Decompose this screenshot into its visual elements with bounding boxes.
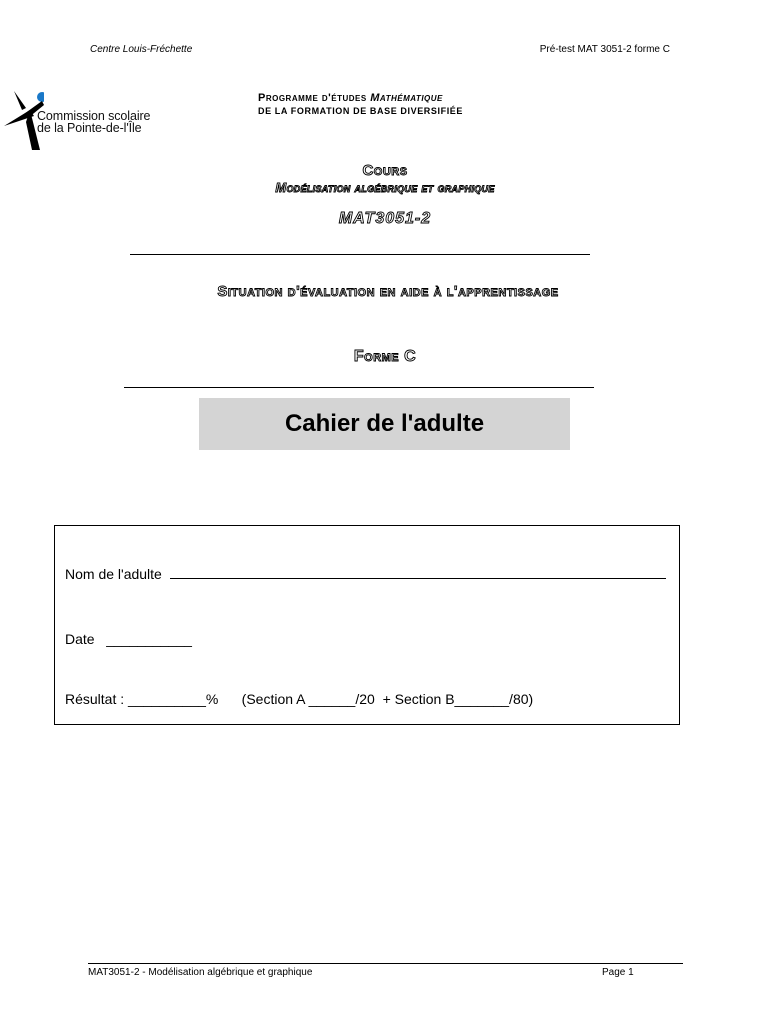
commission-logo: [4, 88, 174, 154]
header-center-name: Centre Louis-Fréchette: [90, 44, 193, 55]
program-title: [258, 92, 538, 116]
cahier-title: Cahier de l'adulte: [199, 398, 570, 450]
logo-line-2: de la Pointe-de-l'Île: [37, 121, 142, 135]
logo-text: [37, 110, 150, 134]
program-line-2: DE LA FORMATION DE BASE DIVERSIFIÉE: [258, 106, 464, 116]
logo-line-1: Commission scolaire: [37, 109, 151, 123]
program-prefix: Programme d'études: [258, 92, 371, 104]
footer-divider: [88, 963, 683, 964]
footer-course: MAT3051-2 - Modélisation algébrique et graphique: [88, 967, 313, 978]
date-field[interactable]: Date ___________: [65, 631, 192, 647]
divider: [130, 254, 590, 255]
course-code: MAT3051-2: [338, 210, 432, 227]
program-subject: Mathématique: [370, 92, 443, 104]
course-label: Cours: [362, 162, 408, 179]
header-test-name: Pré-test MAT 3051-2 forme C: [539, 44, 670, 55]
divider: [124, 387, 594, 388]
nom-field[interactable]: [170, 578, 666, 579]
resultat-field[interactable]: Résultat : __________% (Section A ______/20 + Section B_______/80): [65, 691, 534, 707]
course-name: Modélisation algébrique et graphique: [275, 180, 495, 195]
page-number: Page 1: [602, 967, 634, 978]
identification-box: [54, 525, 680, 725]
program-line-1: [258, 92, 538, 104]
situation-title: Situation d'évaluation en aide à l'apprentissage: [217, 283, 559, 300]
forme-title: Forme C: [353, 348, 417, 365]
nom-label: Nom de l'adulte: [65, 566, 162, 582]
